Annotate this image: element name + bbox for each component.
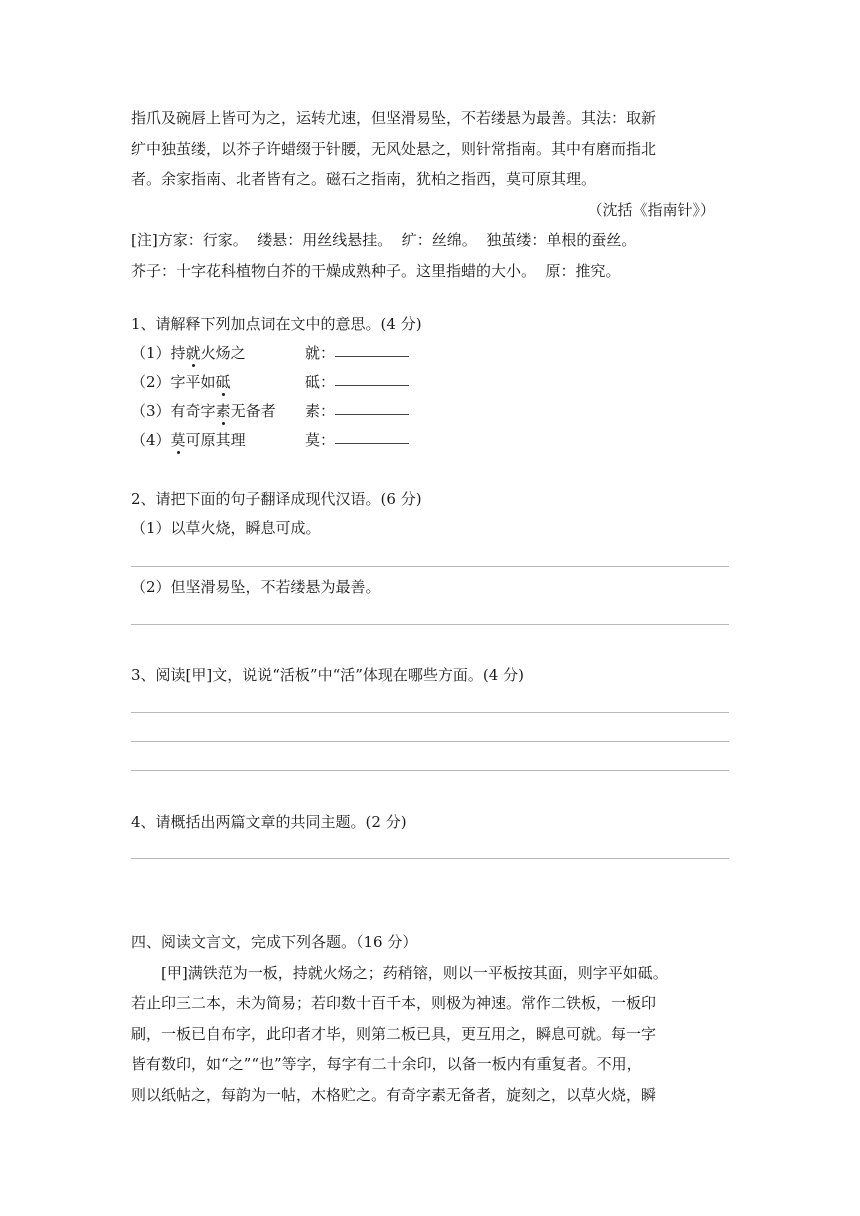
item-text: 无备者 bbox=[230, 402, 276, 420]
question-1-title: 1、请解释下列加点词在文中的意思。(4 分) bbox=[131, 315, 422, 333]
q1-item bbox=[131, 426, 729, 455]
question-2 bbox=[131, 485, 729, 543]
passage-source: （沈括《指南针》） bbox=[587, 200, 715, 219]
item-key: 莫： bbox=[305, 431, 336, 449]
answer-line[interactable] bbox=[131, 566, 729, 567]
question-4 bbox=[131, 808, 729, 837]
section-4-line: [甲]满铁范为一板，持就火炀之；药稍镕，则以一平板按其面，则字平如砥。 bbox=[161, 963, 668, 982]
q2-sub-2: （2）但坚滑易坠，不若缕悬为最善。 bbox=[131, 578, 381, 596]
item-text: 字平如 bbox=[170, 373, 216, 391]
section-4-line: 刷，一板已自布字，此印者才毕，则第二板已具，更互用之，瞬息可就。每一字 bbox=[131, 1024, 657, 1043]
note-line: 芥子：十字花科植物白芥的干燥成熟种子。这里指蜡的大小。 原：推究。 bbox=[131, 261, 621, 280]
note-line: [注]方家：行家。 缕悬：用丝线悬挂。 纩：丝绵。 独茧缕：单根的蚕丝。 bbox=[131, 231, 637, 249]
answer-line[interactable] bbox=[131, 770, 729, 771]
passage-line: 者。余家指南、北者皆有之。磁石之指南，犹柏之指西，莫可原其理。 bbox=[131, 170, 597, 188]
answer-blank[interactable] bbox=[335, 339, 409, 357]
item-key: 砥： bbox=[305, 373, 336, 391]
section-4-line: 若止印三二本，未为简易；若印数十百千本，则极为神速。常作二铁板，一板印 bbox=[131, 994, 657, 1012]
answer-blank[interactable] bbox=[335, 397, 409, 415]
item-number: （2） bbox=[131, 373, 171, 391]
q1-item bbox=[131, 339, 729, 368]
answer-line[interactable] bbox=[131, 712, 729, 713]
section-4-line: 则以纸帖之，每韵为一帖，木格贮之。有奇字素无备者，旋刻之，以草火烧，瞬 bbox=[131, 1085, 657, 1104]
item-number: （3） bbox=[131, 402, 171, 420]
item-text: 可原其理 bbox=[185, 431, 246, 449]
dotted-word: 就 bbox=[185, 344, 201, 362]
dotted-word: 砥 bbox=[215, 373, 231, 391]
question-3-title: 3、阅读[甲]文，说说“活板”中“活”体现在哪些方面。(4 分) bbox=[131, 666, 524, 684]
answer-line[interactable] bbox=[131, 624, 729, 625]
section-4 bbox=[131, 927, 729, 1110]
item-text: 有奇字 bbox=[170, 402, 216, 420]
top-passage bbox=[131, 103, 729, 286]
answer-blank[interactable] bbox=[335, 368, 409, 386]
q1-item bbox=[131, 397, 729, 426]
dotted-word: 素 bbox=[215, 402, 231, 420]
question-2-part bbox=[131, 573, 729, 602]
item-text: 持 bbox=[170, 344, 186, 362]
q2-sub-1: （1）以草火烧，瞬息可成。 bbox=[131, 519, 321, 537]
q1-item bbox=[131, 368, 729, 397]
question-4-title: 4、请概括出两篇文章的共同主题。(2 分) bbox=[131, 813, 407, 831]
passage-line: 纩中独茧缕，以芥子许蜡缀于针腰，无风处悬之，则针常指南。其中有磨而指北 bbox=[131, 139, 657, 158]
item-number: （1） bbox=[131, 344, 171, 362]
answer-line[interactable] bbox=[131, 741, 729, 742]
item-key: 就： bbox=[305, 344, 336, 362]
question-2-title: 2、请把下面的句子翻译成现代汉语。(6 分) bbox=[131, 490, 422, 508]
item-number: （4） bbox=[131, 431, 171, 449]
item-key: 素： bbox=[305, 402, 336, 420]
passage-line: 指爪及碗唇上皆可为之，运转尤速，但坚滑易坠，不若缕悬为最善。其法：取新 bbox=[131, 109, 657, 127]
question-3 bbox=[131, 661, 729, 690]
answer-line[interactable] bbox=[131, 858, 729, 859]
dotted-word: 莫 bbox=[170, 431, 186, 449]
section-4-line: 皆有数印，如“之”“也”等字，每字有二十余印，以备一板内有重复者。不用， bbox=[131, 1055, 642, 1073]
answer-blank[interactable] bbox=[335, 426, 409, 444]
section-4-heading: 四、阅读文言文，完成下列各题。（16 分） bbox=[131, 933, 418, 951]
item-text: 火炀之 bbox=[200, 344, 246, 362]
question-1 bbox=[131, 310, 729, 455]
